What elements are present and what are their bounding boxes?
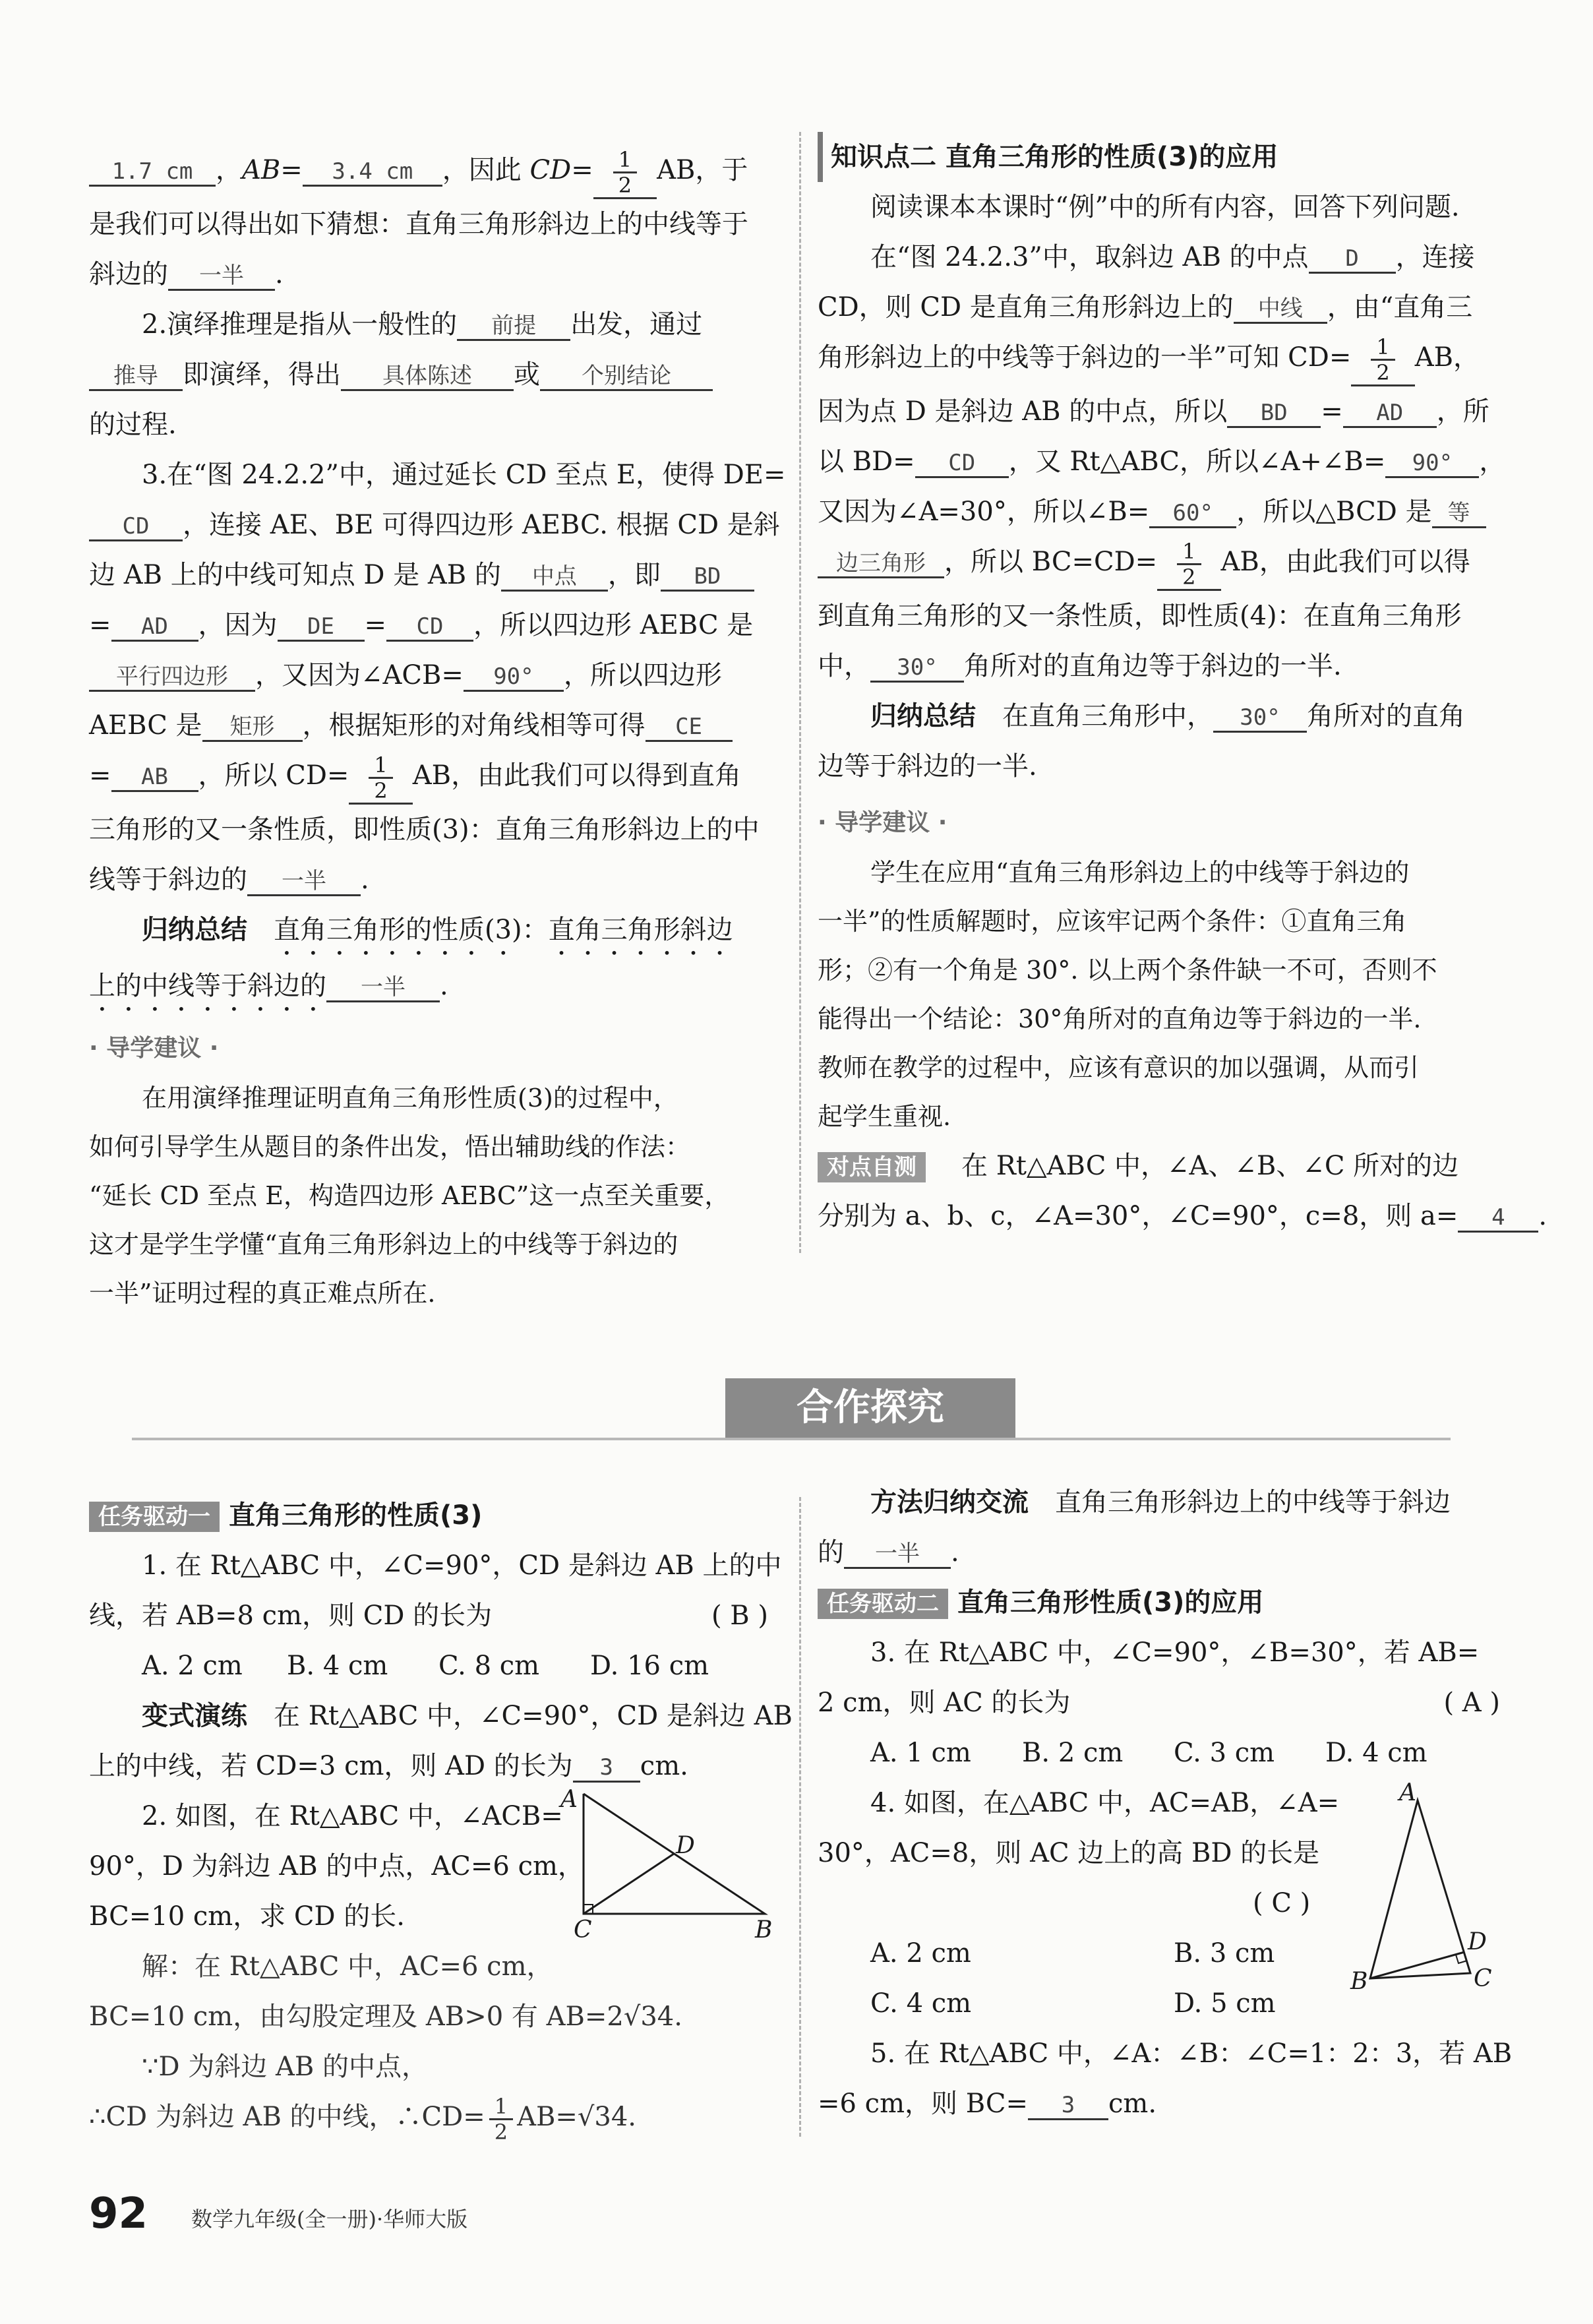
- answer-blank: BD: [661, 563, 754, 592]
- answer-blank: 30°: [870, 654, 964, 683]
- task-title: 直角三角形性质(3)的应用: [957, 1587, 1264, 1618]
- vertex-label: D: [1468, 1928, 1487, 1955]
- answer-choice: ( B ): [711, 1601, 768, 1631]
- section-heading: 知识点二 直角三角形的性质(3)的应用: [818, 132, 1507, 182]
- option: B. 4 cm: [287, 1651, 388, 1681]
- question-line: BC=10 cm，求 CD 的长.: [89, 1901, 406, 1932]
- answer-blank: [593, 145, 657, 199]
- vertex-label: C: [1474, 1965, 1492, 1992]
- answer-blank: CE: [646, 714, 733, 742]
- answer-blank: 前提: [457, 313, 570, 341]
- tip-line: 教师在教学的过程中，应该有意识的加以强调，从而引: [818, 1053, 1420, 1082]
- text-line: 因为点 D 是斜边 AB 的中点，所以 BD = AD ，所: [818, 396, 1489, 427]
- answer-blank: 中点: [501, 563, 608, 592]
- text-line: 的过程.: [89, 409, 177, 440]
- text-line: 推导 即演绎，得出 具体陈述 或 个别结论: [89, 350, 775, 400]
- answer-blank: 1.7 cm: [89, 158, 216, 187]
- tip-title: · 导学建议 ·: [818, 809, 947, 836]
- vertex-label: C: [574, 1916, 592, 1939]
- variant-line: 变式演练 在 Rt△ABC 中，∠C=90°，CD 是斜边 AB: [142, 1701, 793, 1731]
- answer-blank: 一半: [247, 868, 361, 896]
- task-heading: [89, 1490, 775, 1541]
- text-line: 三角形的又一条性质，即性质(3)：直角三角形斜边上的中: [89, 814, 760, 845]
- self-check-line: 对点自测 在 Rt△ABC 中，∠A、∠B、∠C 所对的边: [818, 1141, 1507, 1191]
- summary-line: 上的中线等于斜边的 一半 .: [89, 970, 448, 1001]
- figure-right-triangle: [554, 1787, 778, 1939]
- text-line: CD，则 CD 是直角三角形斜边上的 中线 ，由“直角三: [818, 292, 1473, 322]
- text-line: 2.演绎推理是指从一般性的 前提 出发，通过: [142, 309, 703, 340]
- tip-line: “延长 CD 至点 E，构造四边形 AEBC”这一点至关重要，: [89, 1180, 730, 1210]
- answer-choice: ( A ): [1443, 1688, 1500, 1718]
- tip-line: 起学生重视.: [818, 1101, 951, 1131]
- variant-label: 变式演练: [142, 1701, 247, 1731]
- summary-line: 归纳总结 直角三角形的性质(3)：直角三角形斜边: [142, 914, 733, 945]
- fraction: $\frac{1}{2}$: [369, 753, 392, 803]
- answer-blank: 等: [1432, 500, 1486, 528]
- question-line: 4. 如图，在△ABC 中，AC=AB，∠A=: [870, 1788, 1340, 1818]
- answer-blank: CD: [386, 613, 473, 642]
- solution-line: 解：在 Rt△ABC 中，AC=6 cm，: [142, 1951, 553, 1982]
- tip-line: 形；②有一个角是 30°. 以上两个条件缺一不可，否则不: [818, 955, 1437, 985]
- tip-heading: [89, 1022, 775, 1074]
- vertex-label: B: [1350, 1968, 1368, 1995]
- summary-label: 归纳总结: [142, 914, 247, 945]
- answer-blank: [1351, 332, 1414, 386]
- option: C. 8 cm: [438, 1651, 540, 1681]
- text-line: 阅读课本本课时“例”中的所有内容，回答下列问题.: [870, 192, 1460, 222]
- page-number: 92: [89, 2189, 148, 2238]
- answer-blank: 60°: [1149, 500, 1236, 528]
- answer-blank: 3.4 cm: [303, 158, 442, 187]
- option: D. 4 cm: [1325, 1738, 1428, 1768]
- tip-line: 学生在应用“直角三角形斜边上的中线等于斜边的: [870, 857, 1410, 887]
- text-line: CD ，连接 AE、BE 可得四边形 AEBC. 根据 CD 是斜: [89, 500, 775, 550]
- method-line: 的 一半 .: [818, 1537, 959, 1568]
- section-banner: 合作探究: [725, 1378, 1015, 1438]
- option: D. 16 cm: [590, 1651, 709, 1681]
- tip-line: 一半”证明过程的真正难点所在.: [89, 1278, 436, 1308]
- figure-isosceles-triangle: [1338, 1781, 1510, 2005]
- tip-box: [89, 1074, 775, 1318]
- option: B. 2 cm: [1022, 1738, 1124, 1768]
- answer-blank: 3: [573, 1754, 640, 1783]
- question-line: 5. 在 Rt△ABC 中，∠A：∠B：∠C=1：2：3，若 AB: [870, 2038, 1513, 2069]
- task-title: 直角三角形的性质(3): [229, 1500, 483, 1531]
- tip-heading: [818, 797, 1507, 848]
- column-divider-top: [799, 132, 801, 1253]
- text-line: 1.7 cm ，AB= 3.4 cm ，因此 CD= $\frac{1}{2}$ AB，于: [89, 145, 775, 199]
- answer-blank: [349, 750, 412, 805]
- fraction: $\frac{1}{2}$: [489, 2095, 513, 2144]
- answer-blank: CD: [89, 513, 183, 541]
- text-line: 边 AB 上的中线可知点 D 是 AB 的 中点 ，即 BD: [89, 550, 775, 600]
- solution-line: BC=10 cm，由勾股定理及 AB>0 有 AB=2√34.: [89, 2002, 682, 2032]
- question-line: 30°，AC=8，则 AC 边上的高 BD 的长是: [818, 1838, 1320, 1868]
- question-line: 90°，D 为斜边 AB 的中点，AC=6 cm，: [89, 1851, 584, 1881]
- answer-blank: 90°: [464, 663, 564, 692]
- answer-blank: 边三角形: [818, 550, 944, 578]
- answer-blank: 30°: [1213, 704, 1307, 733]
- answer-blank: [1157, 537, 1220, 591]
- task-heading: [818, 1577, 1507, 1628]
- answer-blank: CD: [915, 450, 1009, 478]
- question-line: 2. 如图，在 Rt△ABC 中，∠ACB=: [142, 1801, 563, 1831]
- answer-blank: AB: [111, 764, 198, 792]
- self-check-label: 对点自测: [818, 1152, 926, 1182]
- answer-blank: 3: [1028, 2092, 1108, 2120]
- text-line: 斜边的 一半 .: [89, 259, 284, 290]
- vertex-label: B: [755, 1916, 773, 1939]
- banner-rule: [132, 1438, 1451, 1440]
- text-line: 以 BD= CD ，又 Rt△ABC，所以∠A+∠B= 90° ，: [818, 446, 1506, 477]
- answer-blank: 一半: [326, 974, 440, 1002]
- answer-blank: 一半: [844, 1541, 951, 1569]
- book-title: 数学九年级(全一册)·华师大版: [191, 2207, 468, 2232]
- answer-blank: 中线: [1234, 295, 1327, 324]
- fraction: $\frac{1}{2}$: [613, 148, 637, 197]
- answer-blank: 个别结论: [540, 363, 713, 391]
- text-line: 线等于斜边的 一半 .: [89, 864, 369, 895]
- answer-blank: AD: [111, 613, 198, 642]
- question-line: 1. 在 Rt△ABC 中，∠C=90°，CD 是斜边 AB 上的中: [142, 1550, 782, 1581]
- self-check-line: 分别为 a、b、c，∠A=30°，∠C=90°，c=8，则 a= 4 .: [818, 1200, 1548, 1231]
- tip-line: 在用演绎推理证明直角三角形性质(3)的过程中，: [142, 1083, 678, 1113]
- vertex-label: A: [560, 1787, 578, 1813]
- vertex-label: D: [676, 1832, 695, 1859]
- summary-line: 边等于斜边的一半.: [818, 750, 1037, 781]
- option: D. 5 cm: [1174, 1988, 1276, 2019]
- text-line: 3.在“图 24.2.2”中，通过延长 CD 至点 E，使得 DE=: [142, 459, 786, 490]
- answer-blank: 4: [1458, 1204, 1538, 1233]
- variant-line: 上的中线，若 CD=3 cm，则 AD 的长为 3 cm.: [89, 1751, 688, 1781]
- answer-blank: 平行四边形: [89, 663, 255, 692]
- option: A. 2 cm: [142, 1651, 243, 1681]
- text-line: 是我们可以得出如下猜想：直角三角形斜边上的中线等于: [89, 208, 748, 239]
- left-top-column: [89, 145, 786, 1318]
- tip-title: · 导学建议 ·: [89, 1034, 219, 1062]
- method-label: 方法归纳交流: [870, 1487, 1029, 1517]
- answer-blank: 推导: [89, 363, 183, 391]
- question-line: 3. 在 Rt△ABC 中，∠C=90°，∠B=30°，若 AB=: [870, 1637, 1480, 1668]
- right-top-column: [818, 132, 1548, 1241]
- triangle-abc: [1370, 1800, 1470, 1978]
- question-line: 线，若 AB=8 cm，则 CD 的长为 ( B ): [89, 1591, 775, 1641]
- text-line: 到直角三角形的又一条性质，即性质(4)：在直角三角形: [818, 600, 1462, 631]
- text-line: 在“图 24.2.3”中，取斜边 AB 的中点 D ，连接: [870, 242, 1475, 272]
- method-line: 方法归纳交流 直角三角形斜边上的中线等于斜边: [870, 1487, 1451, 1517]
- text-line: 角形斜边上的中线等于斜边的一半”可知 CD= $\frac{1}{2}$ AB，: [818, 332, 1507, 386]
- option: C. 4 cm: [870, 1988, 972, 2019]
- text-line: AEBC 是 矩形 ，根据矩形的对角线相等可得 CE: [89, 700, 775, 750]
- answer-blank: 矩形: [202, 714, 303, 742]
- option: C. 3 cm: [1174, 1738, 1275, 1768]
- task-tag: 任务驱动二: [818, 1589, 948, 1619]
- tip-line: 如何引导学生从题目的条件出发，悟出辅助线的作法：: [89, 1132, 691, 1161]
- tip-line: 一半”的性质解题时，应该牢记两个条件：①直角三角: [818, 906, 1407, 936]
- answer-blank: 一半: [168, 262, 275, 291]
- summary-line: 归纳总结 在直角三角形中， 30° 角所对的直角: [870, 700, 1465, 731]
- vertex-label: A: [1399, 1781, 1416, 1806]
- fraction: $\frac{1}{2}$: [1371, 335, 1395, 384]
- fraction: $\frac{1}{2}$: [1177, 539, 1201, 589]
- task-tag: 任务驱动一: [89, 1502, 220, 1532]
- tip-box: [818, 848, 1507, 1141]
- option: B. 3 cm: [1174, 1938, 1275, 1969]
- summary-label: 归纳总结: [870, 700, 976, 731]
- text-line: = AD ，因为 DE = CD ，所以四边形 AEBC 是: [89, 609, 754, 640]
- column-divider-bottom: [799, 1497, 801, 2137]
- options-line: [89, 1641, 775, 1691]
- answer-blank: BD: [1227, 400, 1321, 428]
- text-line: 平行四边形 ，又因为∠ACB= 90° ，所以四边形: [89, 650, 775, 700]
- options-line: [818, 1728, 1507, 1778]
- answer-blank: 90°: [1385, 450, 1479, 478]
- tip-line: 能得出一个结论：30°角所对的直角边等于斜边的一半.: [818, 1004, 1422, 1033]
- answer-blank: AD: [1343, 400, 1437, 428]
- option: A. 2 cm: [870, 1938, 971, 1969]
- question-line: 2 cm，则 AC 的长为 ( A ): [818, 1678, 1507, 1728]
- solution-line: ∵D 为斜边 AB 的中点，: [142, 2052, 428, 2082]
- answer-choice: ( C ): [1253, 1888, 1311, 1918]
- segment-cd: [584, 1854, 674, 1914]
- solution-line: ∴CD 为斜边 AB 的中线，∴CD= $\frac{1}{2}$ AB=√34.: [89, 2093, 637, 2145]
- answer-blank: 具体陈述: [341, 363, 514, 391]
- answer-blank: D: [1309, 245, 1396, 274]
- tip-line: 这才是学生学懂“直角三角形斜边上的中线等于斜边的: [89, 1229, 678, 1259]
- text-line: = AB ，所以 CD= $\frac{1}{2}$ AB，由此我们可以得到直角: [89, 750, 775, 805]
- text-line: 中， 30° 角所对的直角边等于斜边的一半.: [818, 650, 1342, 681]
- text-line: 又因为∠A=30°，所以∠B= 60° ，所以△BCD 是 等: [818, 487, 1507, 537]
- question-line: =6 cm，则 BC= 3 cm.: [818, 2089, 1157, 2119]
- answer-blank: DE: [278, 613, 365, 642]
- option: A. 1 cm: [870, 1738, 971, 1768]
- text-line: 边三角形 ，所以 BC=CD= $\frac{1}{2}$ AB，由此我们可以得: [818, 537, 1507, 591]
